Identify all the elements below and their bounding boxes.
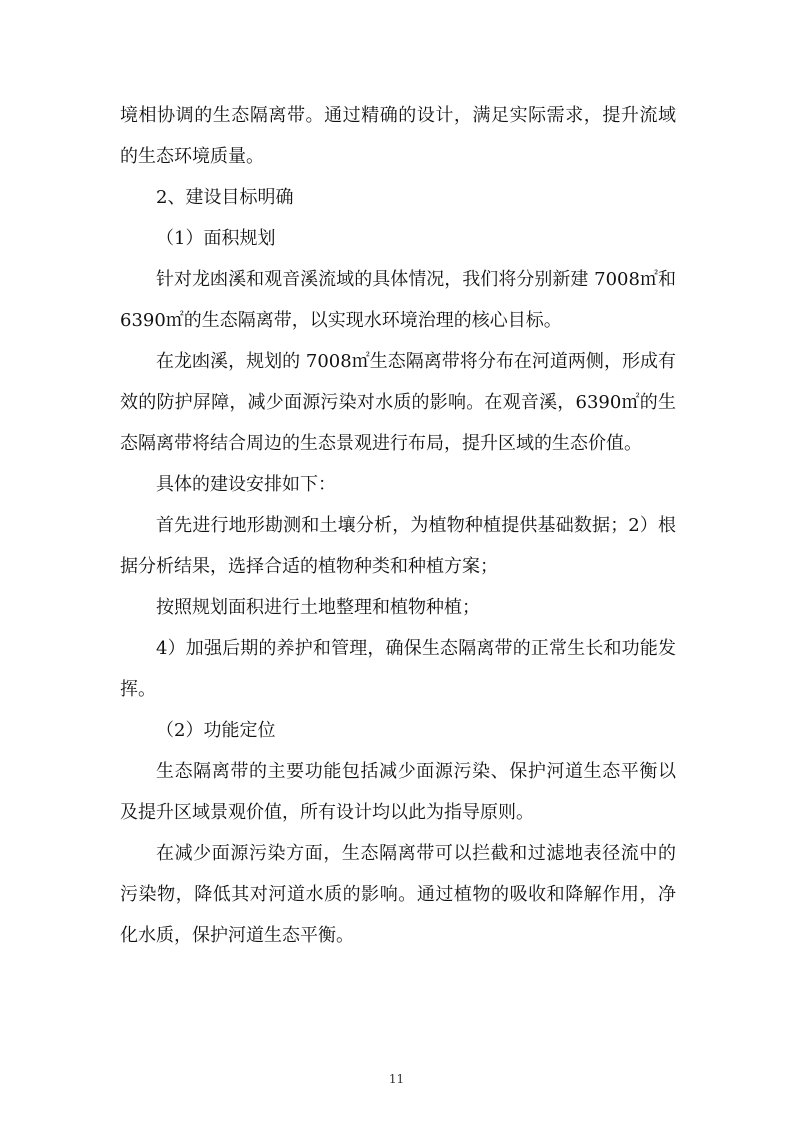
paragraph-step-planting: 按照规划面积进行土地整理和植物种植； bbox=[156, 597, 480, 618]
paragraph-area-targets: 针对龙凼溪和观音溪流域的具体情况，我们将分别新建 7008㎡和 6390㎡的生态隔离带，以实现水环境治理的核心目标。 bbox=[120, 269, 676, 331]
document-body bbox=[120, 95, 676, 956]
paragraph-pollution-reduction: 在减少面源污染方面，生态隔离带可以拦截和过滤地表径流中的污染物，降低其对河道水质的影响。通过植物的吸收和降解作用，净化水质，保护河道生态平衡。 bbox=[120, 843, 676, 946]
paragraph-schedule-intro: 具体的建设安排如下： bbox=[156, 474, 336, 495]
subheading-area-planning: （1）面积规划 bbox=[156, 228, 276, 249]
paragraph-main-functions: 生态隔离带的主要功能包括减少面源污染、保护河道生态平衡以及提升区域景观价值，所有设计均以此为指导原则。 bbox=[120, 761, 676, 823]
section-heading-construction-goals: 2、建设目标明确 bbox=[156, 187, 294, 208]
paragraph-site-layout: 在龙凼溪，规划的 7008㎡生态隔离带将分布在河道两侧，形成有效的防护屏障，减少面源污染对水质的影响。在观音溪，6390㎡的生态隔离带将结合周边的生态景观进行布局，提升区域的生态价值。 bbox=[120, 351, 676, 454]
subheading-function-positioning: （2）功能定位 bbox=[156, 720, 276, 741]
paragraph-step-survey: 首先进行地形勘测和土壤分析，为植物种植提供基础数据；2）根据分析结果，选择合适的植物种类和种植方案； bbox=[120, 515, 676, 577]
page-number: 11 bbox=[388, 1072, 405, 1086]
paragraph-continuation: 境相协调的生态隔离带。通过精确的设计，满足实际需求，提升流域的生态环境质量。 bbox=[120, 105, 676, 167]
paragraph-step-maintenance: 4）加强后期的养护和管理，确保生态隔离带的正常生长和功能发挥。 bbox=[120, 638, 676, 700]
